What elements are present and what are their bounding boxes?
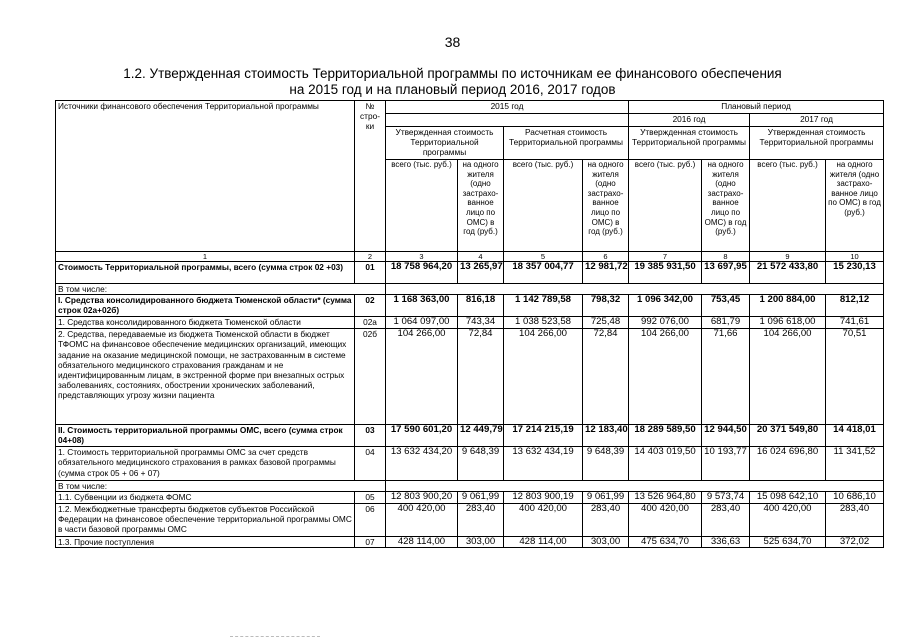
table-row [56,481,884,492]
cell-per-capita: 12 183,40 [583,425,629,447]
cell-total: 400 420,00 [504,503,583,536]
cell-total: 104 266,00 [386,329,458,425]
cell-per-capita: 725,48 [583,317,629,329]
cell-per-capita: 303,00 [458,536,504,547]
page-number: 38 [444,34,461,50]
row-label: 1. Стоимость территориальной программы ОМС за счет средств обязательного медицинского страхования в рамках базовой программы (сумма строк 05 + 06 + 07) [56,447,355,481]
row-label: 2. Средства, передаваемые из бюджета Тюменской области в бюджет ТФОМС на финансовое обеспечение медицинских организаций, имеющих задание на оказание медицинской помощи, не застрахованным в системе обязательного медицинского страхования гражданам и не идентифицированным лицам, в экстренной форме при внезапных острых заболеваниях, состояниях, обострении хронических заболеваний, представляющих угрозу жизни пациента [56,329,355,425]
cell-total: 104 266,00 [750,329,826,425]
row-code: 07 [355,536,386,547]
cell-total: 21 572 433,80 [750,262,826,284]
table-row [56,262,884,284]
header-year-2015: 2015 год [386,101,629,114]
table-row [56,329,884,425]
cell-total: 20 371 549,80 [750,425,826,447]
column-number: 8 [702,252,750,262]
header-2015-blank [386,114,629,127]
title-line-1: 1.2. Утвержденная стоимость Территориальной программы по источникам ее финансового обеспечения [123,66,782,81]
column-number: 10 [826,252,884,262]
cell-per-capita: 10 193,77 [702,447,750,481]
cell-per-capita: 753,45 [702,295,750,317]
cell-total: 104 266,00 [629,329,702,425]
row-code: 06 [355,503,386,536]
cell-per-capita: 812,12 [826,295,884,317]
row-code: 02 [355,295,386,317]
cell-per-capita: 13 697,95 [702,262,750,284]
cell-total: 1 096 342,00 [629,295,702,317]
column-number: 5 [504,252,583,262]
cell-per-capita: 72,84 [583,329,629,425]
row-code: 04 [355,447,386,481]
header-year-2016: 2016 год [629,114,750,127]
table-title [0,66,905,98]
cell-total: 19 385 931,50 [629,262,702,284]
column-number: 1 [56,252,355,262]
header-total: всего (тыс. руб.) [504,160,583,252]
row-code: 02а [355,317,386,329]
cell-total: 1 038 523,58 [504,317,583,329]
cell-total: 16 024 696,80 [750,447,826,481]
cell-total: 475 634,70 [629,536,702,547]
cell-per-capita: 11 341,52 [826,447,884,481]
row-code: 02б [355,329,386,425]
cell-per-capita: 9 648,39 [458,447,504,481]
header-source: Источники финансового обеспечения Территориальной программы [56,101,355,252]
cell-per-capita: 283,40 [702,503,750,536]
row-label: 1.3. Прочие поступления [56,536,355,547]
header-total: всего (тыс. руб.) [750,160,826,252]
cell-total: 18 357 004,77 [504,262,583,284]
table-row [56,492,884,503]
cell-per-capita: 13 265,97 [458,262,504,284]
row-empty-cells [386,284,884,295]
table-row [56,536,884,547]
table-body [56,262,884,548]
cell-per-capita: 681,79 [702,317,750,329]
cell-per-capita: 798,32 [583,295,629,317]
header-per-capita: на одного жителя (одно застрахо- ванное лицо по ОМС) в год (руб.) [826,160,884,252]
cell-per-capita: 10 686,10 [826,492,884,503]
cell-total: 12 803 900,20 [386,492,458,503]
row-code: 05 [355,492,386,503]
cell-total: 525 634,70 [750,536,826,547]
cell-per-capita: 15 230,13 [826,262,884,284]
cell-total: 1 168 363,00 [386,295,458,317]
financing-table [55,100,884,548]
cell-per-capita: 9 573,74 [702,492,750,503]
cell-per-capita: 9 061,99 [458,492,504,503]
column-number: 6 [583,252,629,262]
column-number: 7 [629,252,702,262]
cell-per-capita: 283,40 [458,503,504,536]
cell-total: 18 289 589,50 [629,425,702,447]
row-label: II. Стоимость территориальной программы ОМС, всего (сумма строк 04+08) [56,425,355,447]
cell-per-capita: 743,34 [458,317,504,329]
cell-total: 17 590 601,20 [386,425,458,447]
header-row-number-2: стро- [360,111,380,122]
cell-total: 1 096 618,00 [750,317,826,329]
financing-table-wrapper [55,100,883,548]
header-per-capita: на одного жителя (одно застрахо- ванное лицо по ОМС) в год (руб.) [702,160,750,252]
table-row [56,447,884,481]
row-empty-cells [386,481,884,492]
table-row [56,317,884,329]
cell-per-capita: 14 418,01 [826,425,884,447]
row-label: 1.1. Субвенции из бюджета ФОМС [56,492,355,503]
cell-total: 13 526 964,80 [629,492,702,503]
column-number: 3 [386,252,458,262]
table-row [56,425,884,447]
cell-per-capita: 283,40 [826,503,884,536]
table-row [56,503,884,536]
header-total: всего (тыс. руб.) [629,160,702,252]
header-per-capita: на одного жителя (одно застрахо- ванное лицо по ОМС) в год (руб.) [583,160,629,252]
cell-total: 1 064 097,00 [386,317,458,329]
cell-per-capita: 12 944,50 [702,425,750,447]
cell-per-capita: 303,00 [583,536,629,547]
cell-per-capita: 71,66 [702,329,750,425]
cell-total: 992 076,00 [629,317,702,329]
column-number: 4 [458,252,504,262]
cell-total: 18 758 964,20 [386,262,458,284]
row-code: 03 [355,425,386,447]
row-code: 01 [355,262,386,284]
table-row [56,284,884,295]
cell-per-capita: 372,02 [826,536,884,547]
bottom-scan-line [230,636,320,638]
cell-per-capita: 283,40 [583,503,629,536]
column-number: 2 [355,252,386,262]
header-year-2017: 2017 год [750,114,884,127]
header-total: всего (тыс. руб.) [386,160,458,252]
cell-per-capita: 9 061,99 [583,492,629,503]
cell-total: 400 420,00 [629,503,702,536]
header-planned-period: Плановый период [629,101,884,114]
column-number: 9 [750,252,826,262]
row-label: В том числе: [56,481,386,492]
cell-total: 1 200 884,00 [750,295,826,317]
cell-per-capita: 816,18 [458,295,504,317]
cell-total: 13 632 434,19 [504,447,583,481]
header-2015-approved: Утвержденная стоимость Территориальной программы [386,127,504,160]
cell-total: 400 420,00 [386,503,458,536]
cell-per-capita: 70,51 [826,329,884,425]
cell-total: 428 114,00 [386,536,458,547]
cell-total: 400 420,00 [750,503,826,536]
header-row-number [355,101,386,252]
header-per-capita: на одного жителя (одно застрахо- ванное лицо по ОМС) в год (руб.) [458,160,504,252]
row-label: 1. Средства консолидированного бюджета Тюменской области [56,317,355,329]
cell-per-capita: 72,84 [458,329,504,425]
row-label: 1.2. Межбюджетные трансферты бюджетов субъектов Российской Федерации на финансовое обеспечение территориальной программы ОМС в части базовой программы ОМС [56,503,355,536]
table-row [56,295,884,317]
cell-total: 14 403 019,50 [629,447,702,481]
title-line-2: на 2015 год и на плановый период 2016, 2017 годов [289,82,616,97]
row-label: Стоимость Территориальной программы, всего (сумма строк 02 +03) [56,262,355,284]
cell-total: 12 803 900,19 [504,492,583,503]
header-2015-calculated: Расчетная стоимость Территориальной программы [504,127,629,160]
cell-total: 1 142 789,58 [504,295,583,317]
cell-per-capita: 741,61 [826,317,884,329]
cell-per-capita: 9 648,39 [583,447,629,481]
cell-per-capita: 12 449,79 [458,425,504,447]
header-2017-approved: Утвержденная стоимость Территориальной программы [750,127,884,160]
cell-total: 17 214 215,19 [504,425,583,447]
cell-total: 13 632 434,20 [386,447,458,481]
cell-total: 428 114,00 [504,536,583,547]
row-label: I. Средства консолидированного бюджета Тюменской области* (сумма строк 02а+02б) [56,295,355,317]
cell-per-capita: 12 981,72 [583,262,629,284]
cell-total: 15 098 642,10 [750,492,826,503]
row-label: В том числе: [56,284,386,295]
cell-per-capita: 336,63 [702,536,750,547]
cell-total: 104 266,00 [504,329,583,425]
header-row-number-1: № [365,101,375,111]
header-row-number-3: ки [365,121,375,132]
header-2016-approved: Утвержденная стоимость Территориальной программы [629,127,750,160]
